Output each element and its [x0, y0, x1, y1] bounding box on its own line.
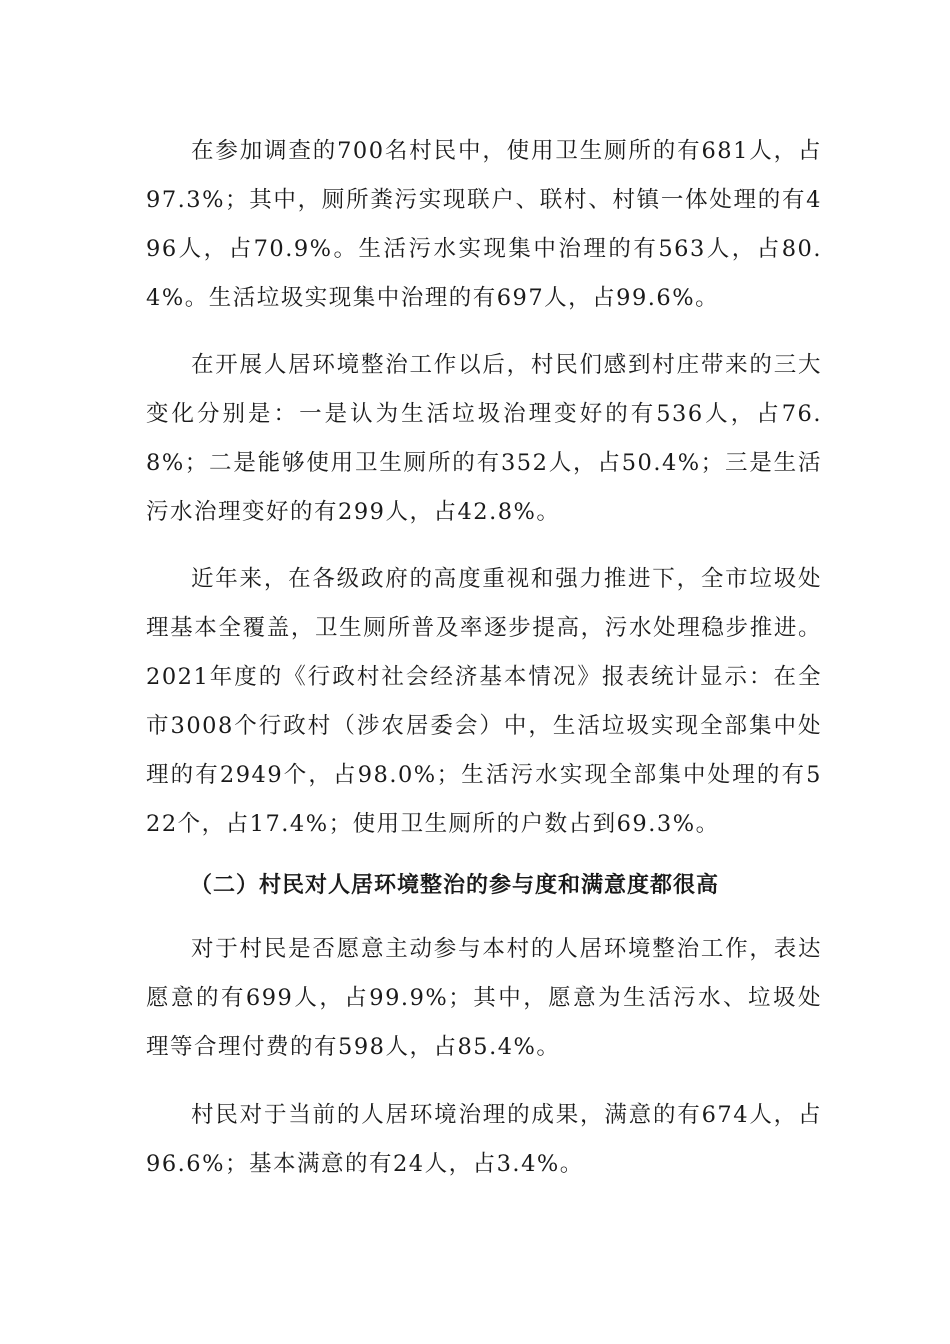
paragraph-participation: 对于村民是否愿意主动参与本村的人居环境整治工作，表达愿意的有699人，占99.9%；其中，愿意为生活污水、垃圾处理等合理付费的有598人，占85.4%。 — [146, 936, 822, 1060]
paragraph-city-statistics: 近年来，在各级政府的高度重视和强力推进下，全市垃圾处理基本全覆盖，卫生厕所普及率逐步提高，污水处理稳步推进。2021年度的《行政村社会经济基本情况》报表统计显示：在全市3008个行政村（涉农居委会）中，生活垃圾实现全部集中处理的有2949个，占98.0%；生活污水实现全部集中处理的有522个，占17.4%；使用卫生厕所的户数占到69.3%。 — [146, 566, 822, 837]
paragraph-three-changes: 在开展人居环境整治工作以后，村民们感到村庄带来的三大变化分别是：一是认为生活垃圾治理变好的有536人，占76.8%；二是能够使用卫生厕所的有352人，占50.4%；三是生活污水治理变好的有299人，占42.8%。 — [146, 352, 822, 525]
section-heading: （二）村民对人居环境整治的参与度和满意度都很高 — [190, 873, 720, 898]
paragraph-survey-sanitation: 在参加调查的700名村民中，使用卫生厕所的有681人，占97.3%；其中，厕所粪污实现联户、联村、村镇一体处理的有496人，占70.9%。生活污水实现集中治理的有563人，占80.4%。生活垃圾实现集中治理的有697人，占99.6%。 — [146, 138, 822, 311]
paragraph-satisfaction: 村民对于当前的人居环境治理的成果，满意的有674人，占96.6%；基本满意的有24人，占3.4%。 — [146, 1102, 822, 1177]
